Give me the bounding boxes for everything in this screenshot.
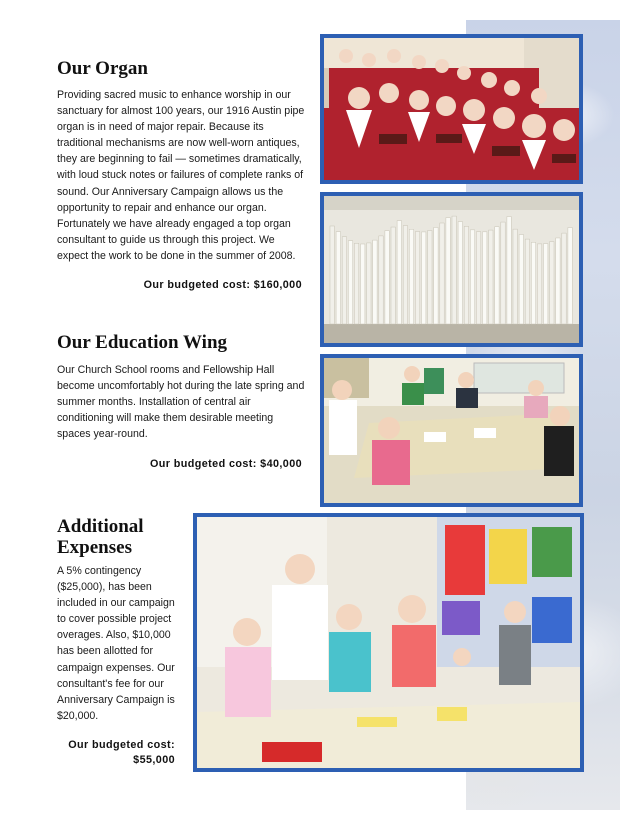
classroom-meeting-photo (320, 354, 583, 507)
organ-pipe (446, 218, 450, 324)
education-cost: Our budgeted cost: $40,000 (150, 458, 302, 470)
organ-cost: Our budgeted cost: $160,000 (143, 279, 302, 291)
organ-pipe (403, 226, 407, 324)
organ-pipe (501, 222, 505, 324)
organ-pipe (330, 226, 334, 324)
organ-pipe (464, 226, 468, 324)
organ-pipe (415, 232, 419, 324)
organ-pipe (513, 229, 517, 324)
organ-pipe (568, 228, 572, 324)
organ-pipe (361, 244, 365, 324)
additional-cost-line2: $55,000 (133, 754, 175, 766)
organ-heading: Our Organ (57, 58, 148, 79)
additional-cost-line1: Our budgeted cost: (68, 739, 175, 751)
organ-pipe (348, 241, 352, 324)
organ-pipes-photo (320, 192, 583, 347)
organ-pipe (422, 232, 426, 324)
organ-pipe (367, 243, 371, 324)
organ-pipe (470, 230, 474, 324)
organ-pipe (385, 231, 389, 324)
organ-pipe (397, 221, 401, 324)
organ-pipe (562, 233, 566, 324)
organ-pipe (476, 232, 480, 324)
education-heading: Our Education Wing (57, 332, 228, 353)
additional-heading-line2: Expenses (57, 537, 132, 558)
organ-pipe (489, 230, 493, 324)
additional-paragraph: A 5% contingency ($25,000), has been included in our campaign to cover possible project overages. Also, $10,000 has been allotted for campaign expenses. Our consultant's fee for our Anniversary Campaign is $20,000. (57, 565, 175, 722)
organ-pipe (519, 235, 523, 324)
organ-pipe (544, 244, 548, 324)
organ-pipe (550, 242, 554, 324)
organ-pipe (440, 223, 444, 324)
organ-pipe (525, 239, 529, 324)
choir-photo (320, 34, 583, 184)
additional-heading-line1: Additional (57, 516, 144, 537)
organ-pipe (483, 232, 487, 324)
organ-pipe (379, 236, 383, 324)
organ-pipe (531, 242, 535, 324)
additional-cost (40, 738, 175, 768)
organ-pipe (537, 244, 541, 324)
organ-pipe (507, 217, 511, 324)
children-craft-photo (193, 513, 584, 772)
organ-pipe (409, 229, 413, 324)
education-paragraph: Our Church School rooms and Fellowship Hall become uncomfortably hot during the late spring and summer months. Installation of central air conditioning will make them desirable meeting spaces year-round. (57, 364, 305, 441)
organ-pipe (336, 232, 340, 324)
organ-pipe (452, 216, 456, 324)
organ-pipe (428, 231, 432, 324)
organ-pipe (373, 240, 377, 324)
organ-pipe (434, 227, 438, 324)
organ-pipe (556, 238, 560, 324)
organ-paragraph: Providing sacred music to enhance worship in our sanctuary for almost 100 years, our 1916 Austin pipe organ is in need of major repair. Because its traditional mechanisms are now well-worn antiques, they are beginning to fail — sometimes dramatically, with loud stuck notes or failures of complete ranks of sound. Our Anniversary Campaign allows us the opportunity to repair and enhance our organ. Fortunately we have already engaged a top organ consultant to guide us through this project. We expect the work to be done in the summer of 2008. (57, 89, 305, 262)
organ-pipe (354, 243, 358, 324)
organ-pipe (342, 237, 346, 324)
organ-pipe (495, 227, 499, 324)
additional-heading (57, 516, 144, 558)
organ-pipe (391, 227, 395, 324)
organ-pipe (458, 222, 462, 324)
